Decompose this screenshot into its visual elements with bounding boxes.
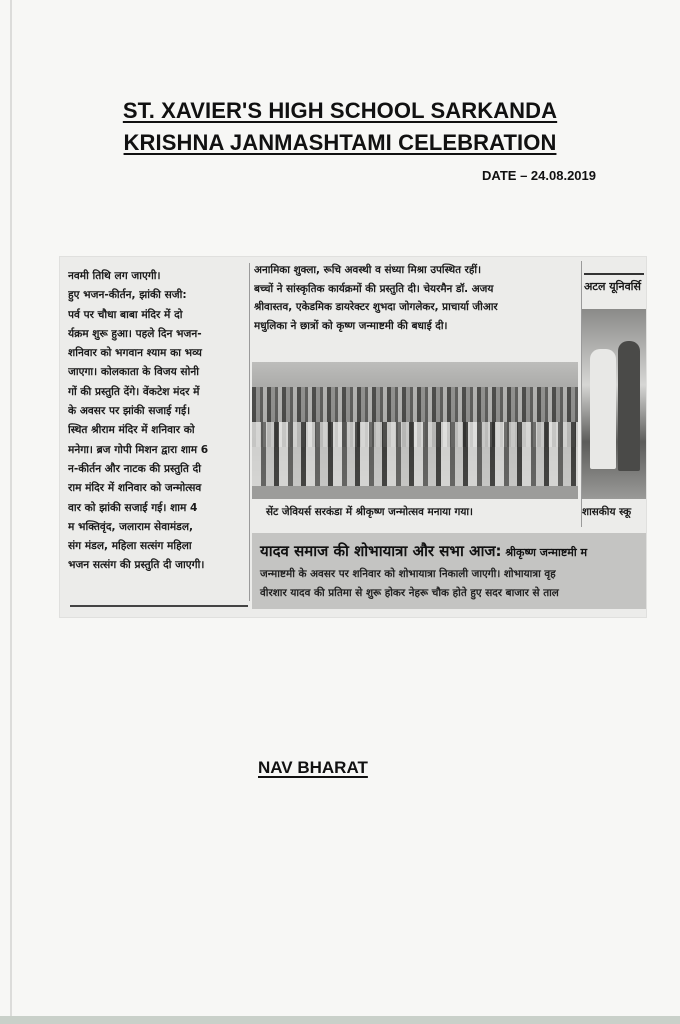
column-line: गों की प्रस्तुति देंगे। वेंकटेश मंदर में [68,385,200,398]
title-school: ST. XAVIER'S HIGH SCHOOL SARKANDA [122,98,558,123]
column-top-rule [584,273,644,275]
page-bottom-edge [0,1016,680,1024]
right-column-headline: अटल यूनिवर्सि [584,280,641,293]
adjacent-photo [582,309,646,499]
news-brief-title: यादव समाज की शोभायात्रा और सभा आज: [260,542,502,560]
celebration-photo [252,362,578,499]
newspaper-source: NAV BHARAT [258,758,368,777]
event-date: DATE – 24.08.2019 [482,168,596,183]
article-line: मधुलिका ने छात्रों को कृष्ण जन्माष्टमी की बधाई दी। [254,319,448,332]
photo-caption: सेंट जेवियर्स सरकंडा में श्रीकृष्ण जन्मोत्सव मनाया गया। [266,506,473,518]
column-line: के अवसर पर झांकी सजाई गई। [68,405,191,418]
news-brief-headline [260,541,587,561]
column-line: मनेगा। ब्रज गोपी मिशन द्वारा शाम 6 [68,443,209,456]
column-line: शनिवार को भगवान श्याम का भव्य [68,347,202,360]
column-line: पर्व पर चौधा बाबा मंदिर में दो [68,308,183,321]
column-line: न-कीर्तन और नाटक की प्रस्तुति दी [68,462,202,475]
news-brief-lead: श्रीकृष्ण जन्माष्टमी म [501,546,588,559]
adjacent-photo-caption: शासकीय स्कू [582,506,632,518]
column-line: संग मंडल, महिला सत्संग महिला [68,540,192,553]
column-line: राम मंदिर में शनिवार को जन्मोत्सव [68,482,202,495]
photo-person [590,349,616,469]
column-line: हुए भजन-कीर्तन, झांकी सजी: [68,289,187,302]
article-text [254,261,579,335]
news-brief-line: वीरशार यादव की प्रतिमा से शुरू होकर नेहरू चौक होते हुए सदर बाजार से ताल [260,587,559,599]
column-end-rule [70,605,248,607]
news-brief [252,533,646,609]
title-event: KRISHNA JANMASHTAMI CELEBRATION [123,130,557,155]
column-line: भजन सत्संग की प्रस्तुति दी जाएगी। [68,559,205,572]
column-line: स्थित श्रीराम मंदिर में शनिवार को [68,424,195,437]
news-brief-line: जन्माष्टमी के अवसर पर शनिवार को शोभायात्रा निकाली जाएगी। शोभायात्रा वृह [260,568,556,580]
article-line: श्रीवास्तव, एकेडमिक डायरेक्टर शुभदा जोगलेकर, प्राचार्या जीआर [254,301,498,313]
column-line: म भक्तिवृंद, जलाराम सेवामंडल, [68,520,194,533]
column-divider [249,263,250,601]
article-line: बच्चों ने सांस्कृतिक कार्यक्रमों की प्रस्तुति दी। चेयरमैन डॉ. अजय [254,282,494,295]
column-line: र्यक्रम शुरू हुआ। पहले दिन भजन- [68,327,202,340]
column-line: नवमी तिथि लग जाएगी। [68,270,161,282]
article-line: अनामिका शुक्ला, रूचि अवस्थी व संध्या मिश्रा उपस्थित रहीं। [254,264,482,276]
photo-ground [252,486,578,499]
newspaper-clipping [60,257,646,617]
column-line: वार को झांकी सजाई गई। शाम 4 [68,501,198,514]
photo-person [618,341,640,471]
column-line: जाएगा। कोलकाता के विजय सोनी [68,366,199,379]
document-header [0,95,680,159]
left-column-text [68,267,248,576]
